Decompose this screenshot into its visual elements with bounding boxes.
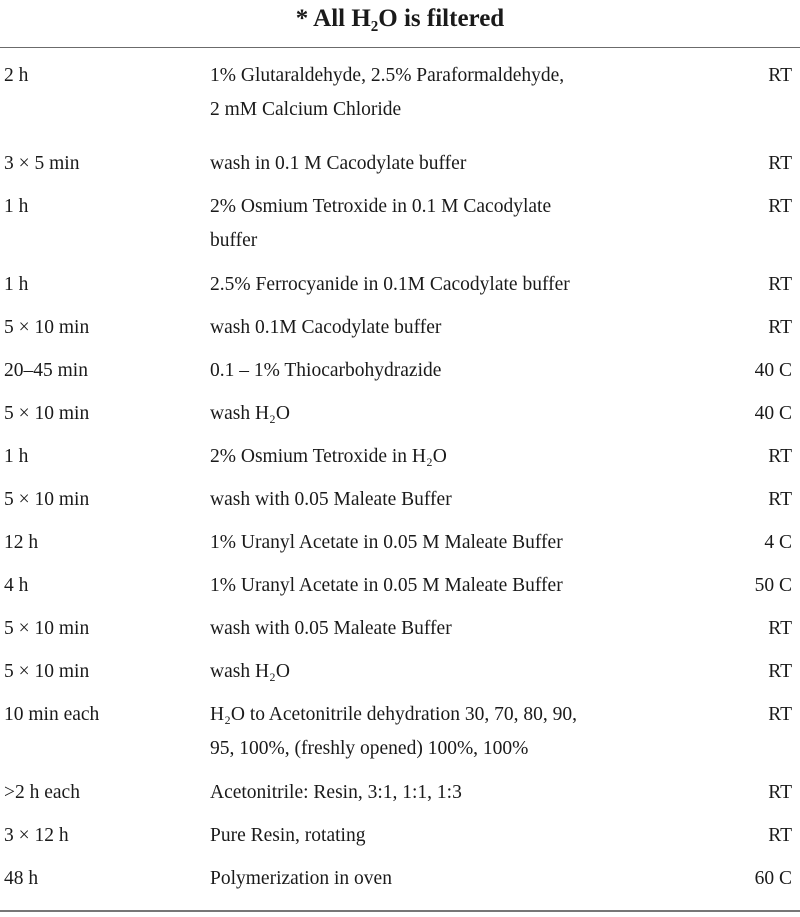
time-cell: 3 × 12 h (4, 825, 69, 846)
step-cell: H₂O to Acetonitrile dehydration 30, 70, 80, 90, 95, 100%, (freshly opened) 100%, 100% (210, 704, 577, 759)
temperature-cell: RT (768, 65, 792, 86)
step-cell: Polymerization in oven (210, 868, 392, 889)
table-title: * All H₂O is filtered (295, 5, 505, 32)
time-cell: 3 × 5 min (4, 153, 80, 174)
temperature-cell: RT (768, 317, 792, 338)
temperature-cell: 40 C (754, 360, 792, 381)
top-rule (0, 47, 800, 48)
step-cell: 1% Glutaraldehyde, 2.5% Paraformaldehyde, 2 mM Calcium Chloride (210, 65, 565, 120)
step-cell: 1% Uranyl Acetate in 0.05 M Maleate Buffer (210, 575, 563, 596)
step-cell: 2% Osmium Tetroxide in H₂O (210, 446, 447, 467)
temperature-cell: 60 C (754, 868, 792, 889)
step-cell: wash 0.1M Cacodylate buffer (210, 317, 442, 338)
time-cell: 12 h (4, 532, 39, 553)
time-cell: 5 × 10 min (4, 618, 90, 639)
temperature-cell: RT (768, 825, 792, 846)
temperature-cell: RT (768, 782, 792, 803)
step-cell: 2.5% Ferrocyanide in 0.1M Cacodylate buffer (210, 274, 570, 295)
time-cell: 1 h (4, 196, 29, 217)
step-cell: wash with 0.05 Maleate Buffer (210, 489, 452, 510)
temperature-cell: 40 C (754, 403, 792, 424)
step-cell: wash with 0.05 Maleate Buffer (210, 618, 452, 639)
temperature-cell: 50 C (754, 575, 792, 596)
step-cell: Acetonitrile: Resin, 3:1, 1:1, 1:3 (210, 782, 462, 803)
temperature-cell: RT (768, 489, 792, 510)
temperature-cell: 4 C (764, 532, 792, 553)
temperature-cell: RT (768, 661, 792, 682)
time-cell: 5 × 10 min (4, 661, 90, 682)
temperature-cell: RT (768, 153, 792, 174)
step-cell: 1% Uranyl Acetate in 0.05 M Maleate Buffer (210, 532, 563, 553)
step-cell: 2% Osmium Tetroxide in 0.1 M Cacodylate buffer (210, 196, 552, 251)
bottom-rule (0, 910, 800, 912)
time-cell: 1 h (4, 274, 29, 295)
time-cell: 5 × 10 min (4, 317, 90, 338)
time-cell: 1 h (4, 446, 29, 467)
temperature-cell: RT (768, 704, 792, 725)
time-cell: 20–45 min (4, 360, 88, 381)
time-cell: 4 h (4, 575, 29, 596)
time-cell: >2 h each (4, 782, 80, 803)
step-cell: wash in 0.1 M Cacodylate buffer (210, 153, 467, 174)
step-cell: 0.1 – 1% Thiocarbohydrazide (210, 360, 442, 381)
time-cell: 10 min each (4, 704, 100, 725)
time-cell: 48 h (4, 868, 39, 889)
temperature-cell: RT (768, 274, 792, 295)
temperature-cell: RT (768, 446, 792, 467)
step-cell: Pure Resin, rotating (210, 825, 366, 846)
time-cell: 5 × 10 min (4, 403, 90, 424)
temperature-cell: RT (768, 618, 792, 639)
temperature-cell: RT (768, 196, 792, 217)
step-cell: wash H₂O (210, 403, 290, 424)
step-cell: wash H₂O (210, 661, 290, 682)
time-cell: 2 h (4, 65, 29, 86)
time-cell: 5 × 10 min (4, 489, 90, 510)
